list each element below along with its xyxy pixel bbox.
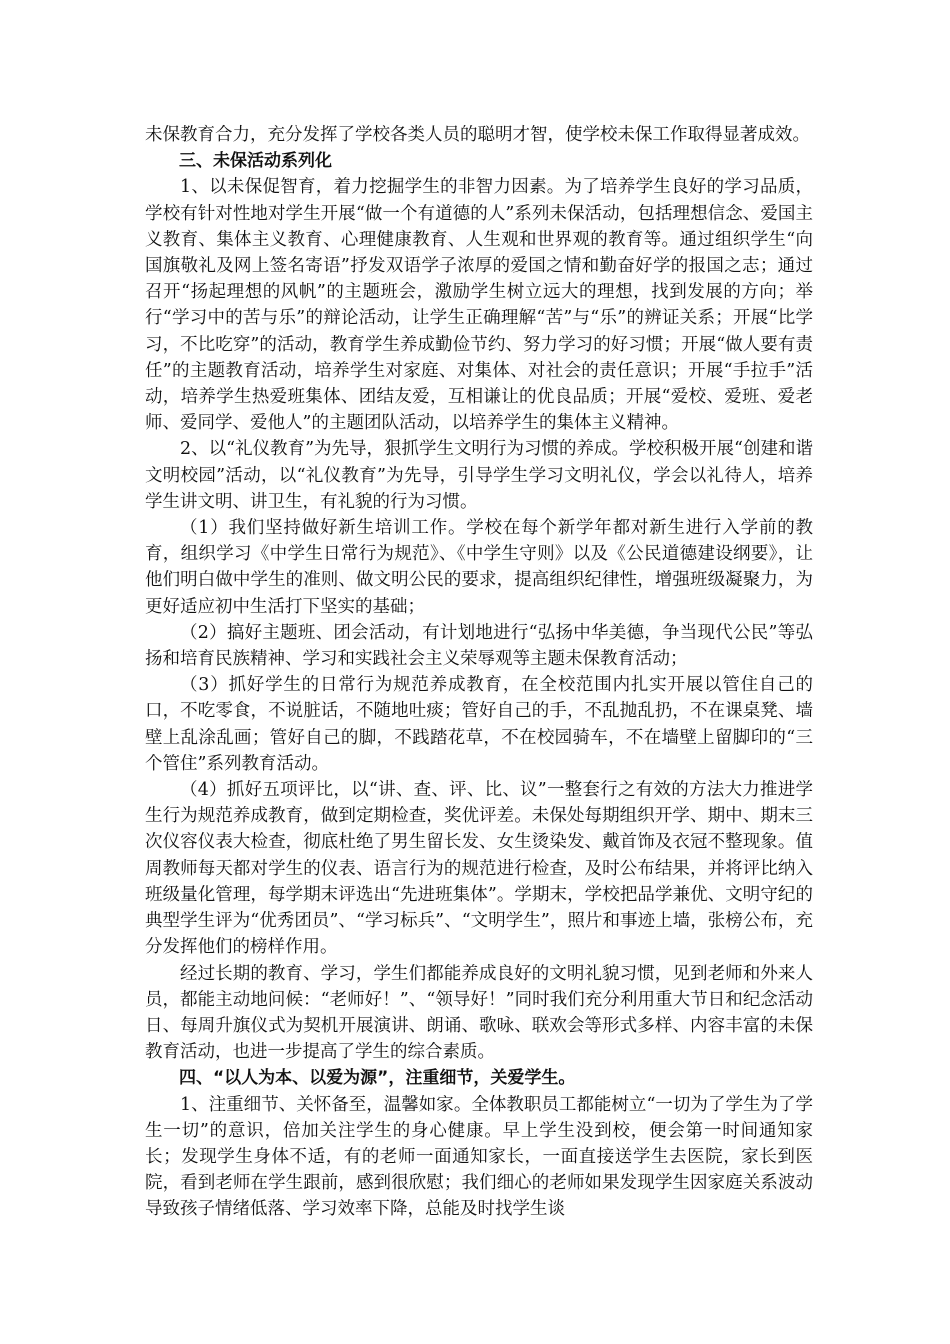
paragraph-subitem-3: （3）抓好学生的日常行为规范养成教育，在全校范围内扎实开展以管住自己的口，不吃零食，不说脏话，不随地吐痰；管好自己的手，不乱抛乱扔，不在课桌凳、墙壁上乱涂乱画；管好自己的脚，不践踏花草，不在校园骑车，不在墙壁上留脚印的“三个管住”系列教育活动。: [145, 675, 813, 774]
paragraph-summary: 经过长期的教育、学习，学生们都能养成良好的文明礼貌习惯，见到老师和外来人员，都能主动地问候：“老师好！”、“领导好！”同时我们充分利用重大节日和纪念活动日、每周升旗仪式为契机开展演讲、朗诵、歌咏、联欢会等形式多样、内容丰富的未保教育活动，也进一步提高了学生的综合素质。: [145, 963, 813, 1063]
document-body: [145, 122, 813, 1223]
paragraph-item-1: 1、以未保促智育，着力挖掘学生的非智力因素。为了培养学生良好的学习品质，学校有针对性地对学生开展“做一个有道德的人”系列未保活动，包括理想信念、爱国主义教育、集体主义教育、心理健康教育、人生观和世界观的教育等。通过组织学生“向国旗敬礼及网上签名寄语”抒发双语学子浓厚的爱国之情和勤奋好学的报国之志；通过召开“扬起理想的风帆”的主题班会，激励学生树立远大的理想，找到发展的方向；举行“学习中的苦与乐”的辩论活动，让学生正确理解“苦”与“乐”的辨证关系；开展“比学习，不比吃穿”的活动，教育学生养成勤俭节约、努力学习的好习惯；开展“做人要有责任”的主题教育活动，培养学生对家庭、对集体、对社会的责任意识；开展“手拉手”活动，培养学生热爱班集体、团结友爱，互相谦让的优良品质；开展“爱校、爱班、爱老师、爱同学、爱他人”的主题团队活动，以培养学生的集体主义精神。: [145, 177, 813, 434]
section-heading-3: 三、未保活动系列化: [179, 151, 332, 172]
paragraph-item-4-1: 1、注重细节、关怀备至，温馨如家。全体教职员工都能树立“一切为了学生为了学生一切”的意识，倍加关注学生的身心健康。早上学生没到校，便会第一时间通知家长；发现学生身体不适，有的老师一面通知家长，一面直接送学生去医院，家长到医院，看到老师在学生跟前，感到很欣慰；我们细心的老师如果发现学生因家庭关系波动导致孩子情绪低落、学习效率下降，总能及时找学生谈: [145, 1094, 813, 1220]
paragraph-item-2: 2、以“礼仪教育”为先导，狠抓学生文明行为习惯的养成。学校积极开展“创建和谐文明校园”活动，以“礼仪教育”为先导，引导学生学习文明礼仪，学会以礼待人，培养学生讲文明、讲卫生，有礼貌的行为习惯。: [145, 439, 813, 512]
paragraph-continuation: 未保教育合力，充分发挥了学校各类人员的聪明才智，使学校未保工作取得显著成效。: [145, 125, 810, 145]
paragraph-subitem-2: （2）搞好主题班、团会活动，有计划地进行“弘扬中华美德，争当现代公民”等弘扬和培育民族精神、学习和实践社会主义荣辱观等主题未保教育活动；: [145, 622, 813, 670]
section-heading-4: 四、“以人为本、以爱为源”，注重细节，关爱学生。: [179, 1068, 576, 1089]
paragraph-subitem-1: （1）我们坚持做好新生培训工作。学校在每个新学年都对新生进行入学前的教育，组织学习《中学生日常行为规范》、《中学生守则》以及《公民道德建设纲要》，让他们明白做中学生的准则、做文明公民的要求，提高组织纪律性，增强班级凝聚力，为更好适应初中生活打下坚实的基础；: [145, 518, 813, 617]
paragraph-subitem-4: （4）抓好五项评比，以“讲、查、评、比、议”一整套行之有效的方法大力推进学生行为规范养成教育，做到定期检查，奖优评差。未保处每期组织开学、期中、期末三次仪容仪表大检查，彻底杜绝了男生留长发、女生烫染发、戴首饰及衣冠不整现象。值周教师每天都对学生的仪表、语言行为的规范进行检查，及时公布结果，并将评比纳入班级量化管理，每学期末评选出“先进班集体”。学期末，学校把品学兼优、文明守纪的典型学生评为“优秀团员”、“学习标兵”、“文明学生”，照片和事迹上墙，张榜公布，充分发挥他们的榜样作用。: [145, 780, 813, 958]
